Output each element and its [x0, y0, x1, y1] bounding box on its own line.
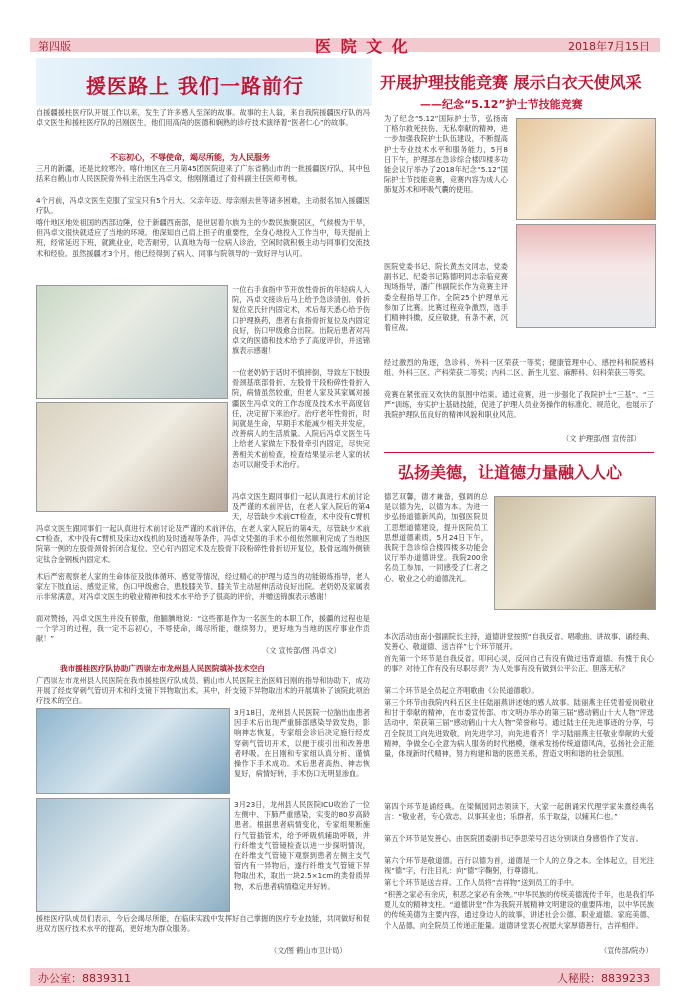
right-paragraph: “积善之家必有余庆，积恶之家必有余殃。”中华民族的传统美德流传千年，也是我们华夏儿女的精神支柱。“道德讲堂”作为我院开展精神文明建设的重要阵地，以中华民族的传统美德为主要内容，通过身边人的故事，讲述社会公德、职业道德、家庭美德、个人品德，向全院员工传递正能量。道德讲堂衷心祝愿大家厚德善行，吉祥相伴。 [384, 890, 654, 930]
photo-banner-presentation [36, 402, 228, 512]
footer-hr-phone: 人秘股：8839233 [557, 972, 650, 985]
right-paragraph: 第六个环节是敬道德。百行以德为首，道德是一个人的立身之本。全体起立，目光注视“德”字，行注目礼：向“德”字鞠躬，行尊德礼。 [384, 856, 654, 876]
right-paragraph: 第四个环节是诵经典。在梁佩园同志领读下，大家一起朗诵宋代理学家朱熹经典名言：“敬业者，专心致志，以事其业也；乐群者，乐于取益，以辅其仁也。” [384, 802, 654, 822]
left-banner [36, 58, 372, 106]
credit-2: （文/图 鹤山市卫计局） [270, 946, 347, 955]
left-paragraph: 喀什地区地处祖国的西部边陲，位于新疆西南部，是世居着尔族为主的少数民族聚居区，气候极为干旱，但冯卓文很快就适应了当地的环境。他深知自己肩上担子的重要性，全身心地投入工作当中，每天提前上班，经常延迟下班，就跳业业，吃苦耐劳，认真地为每一位病人诊治，空闲时就积极主动与同事们交流技术和经验。虽然援疆才3个月，他已经得到了病人、同事与院领导的一致好评与认可。 [36, 218, 370, 258]
photo-doctors-patient [36, 285, 228, 399]
page-header [30, 20, 660, 56]
left-paragraph: 冯卓文医生跟同事们一起认真进行术前讨论及严谨的术前评估，在老人家入院后的第4天，尽管缺少术前CT检查，术中没有C臂机 [232, 492, 370, 522]
credit-3: （文 护理部/图 宣传部） [562, 434, 641, 443]
right-paragraph: 本次活动由南小强副院长主持，道德讲堂按照“自我反省、唱歌曲、讲故事、诵经典、发善心、敬道德、送吉祥”七个环节展开。 [384, 632, 654, 652]
right-paragraph: 经过激烈的角逐，急诊科、外科一区荣获一等奖；健康管理中心、感控科和院感科组、外科三区、产科荣获二等奖；内科二区、新生儿室、麻醉科、妇科荣获三等奖。 [384, 358, 654, 378]
left-paragraph: 3月18日，龙州县人民医院一位脑出血患者因手术后出现严重肺部感染导致发热，影响神志恢复，专家组会诊后决定施行经皮穿刺气管切开术，以便于痰引出和改善患者呼吸。在吕刚和专家组认真分析、谨慎操作下手术成功。术后患者高热、神志恢复好，病情好转，手术伤口无明显渗血。 [234, 708, 370, 779]
right-paragraph: 第五个环节是发善心。由医院团委副书记李思荣号召达分别谈自身感悟作了发言。 [384, 834, 643, 843]
divider [384, 452, 654, 453]
right-paragraph: 第二个环节是全员起立齐唱歌曲《公民道德歌》。 [384, 686, 539, 695]
left-paragraph: 一位右手食指中节开放性骨折的年轻病人入院，冯卓文接诊后马上给予急诊清创、骨折复位克氏针内固定术，术后每天悉心给予伤口护理换药，患者右食指骨折复位及内固定良好，伤口甲级愈合出院。出院后患者对冯卓文的医德和技术给予了高度评价，并送锦旗表示感谢！ [232, 285, 370, 356]
section-label: 第四版 [38, 40, 71, 53]
right-article-title-1: 开展护理技能竞赛 展示白衣天使风采 [380, 73, 642, 92]
right-paragraph: 首先第一个环节是自我反省。叩问心灵，反问自己有没有做过违背道德、有愧于良心的事？对待工作有没有尽职尽责？为人处事有没有做到公平公正、胆落无私？ [384, 654, 654, 674]
left-paragraph: 广西崇左市龙州县人民医院在我市援桂医疗队成员、鹤山市人民医院主治医师吕刚的指导和协助下，成功开展了经皮穿刺气管切开术和纤支镜下异物取出术。其中，纤支镜下异物取出术的开展填补了该院此项治疗技术的空白。 [36, 676, 370, 706]
left-paragraph: 三月的新疆，还是比较寒冷。喀什地区在三月第45团医院迎来了广东省鹤山市的一批援疆医疗队，其中包括来自鹤山市人民医院骨外科主治医生冯卓文，他刚刚通过了骨科副主任医师考核。 [36, 164, 370, 184]
left-paragraph: 4个月前，冯卓文医生克服了宝宝只有5个月大、父亲年迈、母亲刚去世等诸多困难，主动报名加入援疆医疗队。 [36, 196, 370, 216]
paper-title: 医 院 文 化 [315, 37, 410, 56]
left-paragraph: 冯卓文医生跟同事们一起认真进行术前讨论及严谨的术前评估，在老人家入院后的第4天，尽管缺少术前CT检查，术中没有C臂机及床边X线机的及时透视等条件，冯卓文凭强的手术小组依然顺利完成了当地医院第一例的左股骨颈骨折闭合复位、空心钉内固定术及左股骨下段粉碎性骨折切开复位，股骨远端外侧锁定钛合金钢板内固定术。 [36, 524, 370, 564]
right-paragraph: 为了纪念“5.12”国际护士节，弘扬南丁格尔救死扶伤、无私奉献的精神，进一步加强我院护士队伍建设，不断提高护士专业技术水平和服务能力，5月8日下午，护理部在急诊综合楼四楼多功能会议厅举办了2018年纪念“5.12”国际护士节技能竞赛，竞赛内容为成人心肺复苏术和呼吸气囊的使用。 [384, 114, 508, 195]
left-intro: 自援疆援柱医疗队开展工作以来，发生了许多感人至深的故事。故事的主人翁，来自我院援疆医疗队的冯卓文医生和援柱医疗队的吕刚医生，他们用高尚的医德和娴熟的诊疗技术演绎着“医者仁心”的故事。 [36, 108, 370, 128]
photo-surgery-2 [36, 798, 230, 912]
credit-4: （宣传部/院办） [600, 946, 653, 955]
left-subheading-1: 不忘初心，不辱使命，竭尽所能，为人民服务 [110, 153, 270, 162]
right-paragraph: 德艺双馨，德才兼备，强调的总是以德为先，以德为本。为进一步弘扬道德新风尚，加强医院员工思想道德建设，提升医院员工思想道德素质，5月24日下午，我院于急诊综合楼四楼多功能会议厅举办道德讲堂。我院200余名员工参加，一同感受了仁者之心、敬业之心的道德洗礼。 [384, 492, 488, 583]
left-paragraph: 3月23日，龙州县人民医院ICU收治了一位左侧中、下肺严重感染，实变的80岁高龄患者。根据患者病情变化，专家组果断施行气管插管术，给予呼吸机辅助呼吸，并行纤维支气管镜检查以进一步探明情况，在纤维支气管镜下观察到患者左侧主支气管内有一异物后，遂行纤维支气管镜下异物取出术，取出一块2.5×1cm的类骨质异物，术后患者病情稳定并好转。 [234, 800, 370, 891]
right-paragraph: 医院党委书记、院长黄杰文同志，党委副书记、纪委书记陈德明同志亲临竞赛现场指导，潘广伟副院长作为竞赛主评委全程指导工作。全院25个护理单元参加了比赛。比赛过程竞争激烈，选手们精神抖擞，反应敏捷，有条不紊，沉着应战。 [384, 262, 508, 333]
right-article-title-2: 弘扬美德，让道德力量融入人心 [398, 463, 623, 482]
left-paragraph: 一位老奶奶于话时不慎摔倒，导致左下肢股骨颈基底部骨折、左股骨干段粉碎性骨折入院，病情虽然较重，但老人家及其家属对援疆医生冯卓文的工作态度及技术水平高度信任，决定留下来治疗。治疗老年性骨折，时间就是生命，早期手术能减少相关并发症，改善病人的生活质量。入院后冯卓文医生马上给老人家做左下股骨牵引内固定，尽快完善相关术前检查，检查结果显示老人家的状态可以耐受手术治疗。 [232, 368, 370, 469]
photo-nurses-group [516, 224, 656, 328]
credit-1: （文 宣传部/图 冯卓文） [262, 646, 341, 655]
right-paragraph: 竞赛在紧张而又欢快的氛围中结束。通过竞赛，进一步强化了我院护士“三基”、“三严”训练，夯实护士基础技能，促进了护理人员业务操作的标准化、规范化，也展示了我院护理队伍良好的精神风貌和职业风范。 [384, 390, 654, 420]
right-article-subtitle-1: ——纪念“5.12”护士节技能竞赛 [420, 98, 583, 111]
issue-date: 2018年7月15日 [568, 40, 650, 53]
photo-surgery-1 [36, 708, 230, 794]
page-footer [30, 968, 660, 986]
left-paragraph: 面对赞扬，冯卓文医生并没有骄傲，他腼腆地说：“这些都是作为一名医生的本职工作，援疆的过程也是一个学习的过程，我一定不忘初心，不辱使命，竭尽所能，继续努力，更好地为当地的医疗事业作贡献！” [36, 614, 370, 644]
left-paragraph: 援桂医疗队成员们表示，今后会竭尽所能，在临床实践中发挥好自己掌握的医疗专业技能，共同做好和促进双方医疗技术水平的提高，更好地为群众服务。 [36, 914, 370, 934]
left-article-title: 援医路上 我们一路前行 [86, 74, 304, 98]
right-paragraph: 第三个环节由我院内科五区主任陆丽燕讲述她的感人故事。陆丽燕主任凭着爱岗敬业和甘于奉献的精神，在市委宣传部、市文明办举办的第三届“感动鹤山十大人物”评选活动中，荣获第三届“感动鹤山十大人物”荣誉称号。通过陆主任先进事迹的分享，号召全院员工向先进致敬，向先进学习，向先进看齐！学习陆丽燕主任敬业奉献的大爱精神，争做全心全意为病人服务的时代楷模，继承发扬传统道德风尚，弘扬社会正能量，体现新时代精神，努力构建和谐的医患关系，营造文明和谐的社会氛围。 [384, 698, 654, 759]
photo-nursing-competition [516, 118, 656, 220]
right-paragraph: 第七个环节是送吉祥。工作人员将“吉祥物”送到员工的手中。 [384, 878, 579, 887]
footer-office-phone: 办公室：8839311 [38, 972, 131, 985]
left-paragraph: 术后严密观察老人家的生命体征及肢体循环、感觉等情况，经过精心的护理与适当的功能锻炼指导，老人家左下肢血运、感觉正常，伤口甲级愈合，患肢膝关节、膝关节主动屈伸活动良好出院。老奶奶及家属表示非常满意，对冯卓文医生的敬业精神和技术水平给予了很高的评价，并赠送锦旗表示感谢！ [36, 572, 370, 602]
photo-moral-lecture [494, 496, 656, 610]
left-subheading-2: 我市援桂医疗队协助广西崇左市龙州县人民医院填补技术空白 [60, 664, 266, 673]
